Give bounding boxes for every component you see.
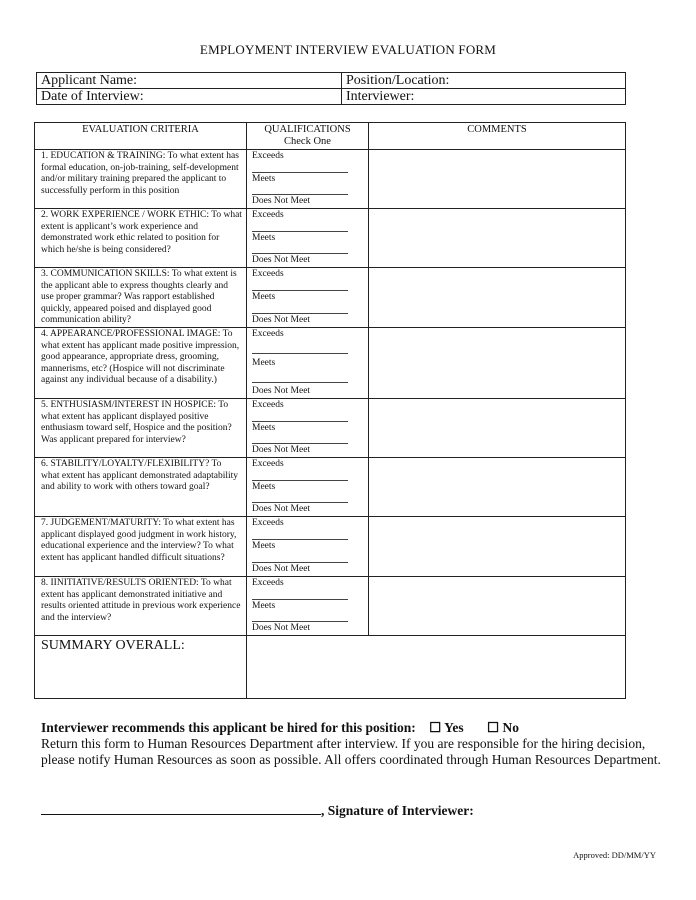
option-meets[interactable]: Meets [252, 292, 276, 302]
qualification-options [247, 399, 369, 458]
interviewer-field[interactable]: Interviewer: [342, 89, 626, 105]
signature-line[interactable] [41, 802, 321, 815]
yes-checkbox[interactable]: ☐ Yes [429, 720, 464, 735]
criteria-text: 3. COMMUNICATION SKILLS: To what extent is the applicant able to express thoughts clearly and use proper grammar? Was rapport established quickly, appeared poised and displayed good communication ability? [35, 268, 247, 328]
qualification-options [247, 268, 369, 328]
option-meets[interactable]: Meets [252, 232, 276, 243]
criteria-row [35, 577, 626, 636]
comments-field[interactable] [369, 150, 626, 209]
criteria-text: 7. JUDGEMENT/MATURITY: To what extent has applicant displayed good judgment in work history, educational experience and the interview? To what extent has applicant handled difficult situations? [35, 517, 247, 577]
comments-field[interactable] [369, 268, 626, 328]
criteria-row [35, 328, 626, 399]
option-line [252, 589, 348, 600]
option-line [252, 303, 348, 314]
option-does-not-meet[interactable]: Does Not Meet [252, 255, 311, 265]
comments-field[interactable] [369, 458, 626, 517]
option-line [252, 185, 348, 196]
option-meets[interactable]: Meets [252, 481, 276, 492]
option-line [252, 552, 348, 563]
option-exceeds[interactable]: Exceeds [252, 329, 284, 339]
option-does-not-meet[interactable]: Does Not Meet [252, 445, 311, 455]
comments-field[interactable] [369, 209, 626, 268]
option-line [252, 612, 348, 623]
qualification-options [247, 328, 369, 399]
comments-field[interactable] [369, 577, 626, 636]
option-meets[interactable]: Meets [252, 173, 276, 184]
option-does-not-meet[interactable]: Does Not Meet [252, 623, 311, 633]
option-exceeds[interactable]: Exceeds [252, 400, 284, 410]
comments-field[interactable] [369, 399, 626, 458]
option-does-not-meet[interactable]: Does Not Meet [252, 564, 311, 574]
option-exceeds[interactable]: Exceeds [252, 578, 284, 588]
comments-field[interactable] [369, 328, 626, 399]
option-line [252, 342, 348, 354]
recommendation-question: Interviewer recommends this applicant be hired for this position: [41, 720, 416, 735]
option-line [252, 221, 348, 232]
qualification-options [247, 517, 369, 577]
option-line [252, 411, 348, 422]
summary-overall-label: SUMMARY OVERALL: [35, 636, 247, 699]
criteria-text: 4. APPEARANCE/PROFESSIONAL IMAGE: To what extent has applicant made positive impression, good appearance, appropriate dress, grooming, mannerisms, etc? (Hospice will not discriminate against any individual because of a disability.) [35, 328, 247, 399]
criteria-row [35, 209, 626, 268]
option-meets[interactable]: Meets [252, 541, 276, 551]
option-line [252, 280, 348, 291]
criteria-row [35, 517, 626, 577]
recommendation-section [41, 720, 661, 768]
qualification-options [247, 458, 369, 517]
header-qualifications-label: QUALIFICATIONS [264, 124, 351, 135]
option-meets[interactable]: Meets [252, 600, 276, 611]
option-line [252, 371, 348, 383]
position-location-field[interactable]: Position/Location: [342, 73, 626, 89]
signature-label: , Signature of Interviewer: [321, 803, 474, 818]
signature-section [41, 802, 474, 819]
criteria-text: 8. IINITIATIVE/RESULTS ORIENTED: To what extent has applicant demonstrated initiative and results oriented attitude in previous work experience and the interview? [35, 577, 247, 636]
no-checkbox[interactable]: ☐ No [487, 720, 519, 735]
option-line [252, 529, 348, 540]
option-exceeds[interactable]: Exceeds [252, 210, 284, 220]
approved-date: Approved: DD/MM/YY [573, 850, 656, 860]
option-line [252, 244, 348, 255]
summary-overall-field[interactable] [247, 636, 626, 699]
criteria-row [35, 150, 626, 209]
form-title: EMPLOYMENT INTERVIEW EVALUATION FORM [199, 42, 497, 57]
option-exceeds[interactable]: Exceeds [252, 518, 284, 528]
option-line [252, 162, 348, 173]
option-line [252, 434, 348, 445]
header-evaluation-criteria: EVALUATION CRITERIA [35, 123, 247, 150]
option-meets[interactable]: Meets [252, 357, 276, 368]
applicant-name-field[interactable]: Applicant Name: [37, 73, 342, 89]
option-line [252, 493, 348, 504]
header-comments: COMMENTS [369, 123, 626, 150]
criteria-row [35, 268, 626, 328]
option-does-not-meet[interactable]: Does Not Meet [252, 315, 311, 325]
option-does-not-meet[interactable]: Does Not Meet [252, 196, 311, 206]
option-exceeds[interactable]: Exceeds [252, 459, 284, 469]
applicant-info-table [36, 72, 626, 105]
comments-field[interactable] [369, 517, 626, 577]
option-does-not-meet[interactable]: Does Not Meet [252, 386, 311, 396]
header-qualifications [247, 123, 369, 150]
qualification-options [247, 150, 369, 209]
criteria-text: 1. EDUCATION & TRAINING: To what extent has formal education, on-job-training, self-development and/or military training prepared the applicant to successfully perform in this position [35, 150, 247, 209]
criteria-row [35, 399, 626, 458]
evaluation-criteria-table [34, 122, 626, 699]
criteria-text: 5. ENTHUSIASM/INTEREST IN HOSPICE: To what extent has applicant displayed positive enthusiasm toward self, Hospice and the position? Was applicant prepared for interview? [35, 399, 247, 458]
criteria-row [35, 458, 626, 517]
header-check-one: Check One [284, 136, 331, 147]
option-line [252, 470, 348, 481]
qualification-options [247, 577, 369, 636]
return-instructions: Return this form to Human Resources Department after interview. If you are responsible for the hiring decision, please notify Human Resources as soon as possible. All offers coordinated through Human Resources Department. [41, 736, 661, 767]
option-exceeds[interactable]: Exceeds [252, 151, 284, 161]
option-meets[interactable]: Meets [252, 422, 276, 433]
criteria-text: 6. STABILITY/LOYALTY/FLEXIBILITY? To what extent has applicant demonstrated adaptability and ability to work with others toward goal? [35, 458, 247, 517]
option-exceeds[interactable]: Exceeds [252, 269, 284, 279]
option-does-not-meet[interactable]: Does Not Meet [252, 504, 311, 514]
date-of-interview-field[interactable]: Date of Interview: [37, 89, 342, 105]
qualification-options [247, 209, 369, 268]
criteria-text: 2. WORK EXPERIENCE / WORK ETHIC: To what extent is applicant’s work experience and demonstrated work ethic related to position for which he/she is being considered? [35, 209, 247, 268]
